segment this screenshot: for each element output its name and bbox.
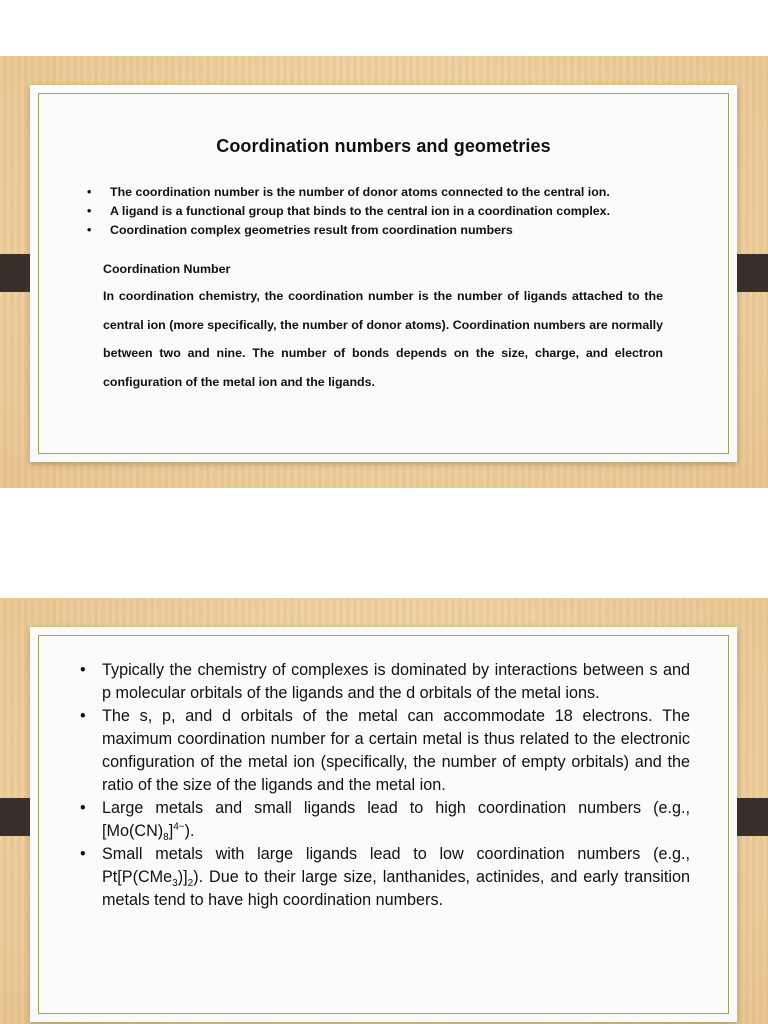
bullet-item: • Coordination complex geometries result from coordination numbers bbox=[86, 221, 610, 240]
bullet-item: • A ligand is a functional group that binds to the central ion in a coordination complex. bbox=[86, 202, 610, 221]
bullet-item bbox=[80, 843, 690, 912]
slide-1 bbox=[0, 56, 768, 488]
formula-part: ). bbox=[184, 822, 195, 840]
bullet-text: ). Due to their large size, lanthanides, actinides, and early transition metals tend to have high coordination numbers. bbox=[102, 868, 690, 909]
slide-2 bbox=[0, 598, 768, 1024]
explanation-bullet-list bbox=[80, 659, 690, 912]
formula-part: [Mo(CN) bbox=[102, 822, 164, 840]
formula-part: )] bbox=[177, 868, 188, 886]
formula-superscript: 4− bbox=[173, 821, 185, 833]
summary-bullet-list bbox=[86, 183, 610, 240]
section-heading: Coordination Number bbox=[103, 262, 231, 276]
section-paragraph: In coordination chemistry, the coordination number is the number of ligands attached to the central ion (more specifically, the number of donor atoms). Coordination numbers are normally between two and nine. The number of bonds depends on the size, charge, and electron configuration of the metal ion and the ligands. bbox=[103, 289, 663, 389]
formula-subscript: 3 bbox=[172, 878, 178, 890]
slide-panel bbox=[30, 627, 737, 1022]
formula-subscript: 8 bbox=[163, 832, 169, 844]
slide-panel bbox=[30, 85, 737, 462]
formula-part: ] bbox=[168, 822, 174, 840]
bullet-item: • The coordination number is the number of donor atoms connected to the central ion. bbox=[86, 183, 610, 202]
formula-part: Pt[P(CMe bbox=[102, 868, 173, 886]
slide-title: Coordination numbers and geometries bbox=[216, 136, 551, 156]
bullet-item: • Typically the chemistry of complexes is dominated by interactions between s and p molecular orbitals of the ligands and the d orbitals of the metal ions. bbox=[80, 659, 690, 705]
bullet-text: Small metals with large ligands lead to low coordination numbers (e.g., bbox=[102, 845, 690, 863]
formula-subscript: 2 bbox=[187, 878, 194, 890]
bullet-item bbox=[80, 797, 690, 843]
bullet-text: Large metals and small ligands lead to high coordination numbers (e.g., bbox=[102, 799, 690, 817]
bullet-item: • The s, p, and d orbitals of the metal can accommodate 18 electrons. The maximum coordination number for a certain metal is thus related to the electronic configuration of the metal ion (specifically, the number of empty orbitals) and the ratio of the size of the ligands and the metal ion. bbox=[80, 705, 690, 797]
